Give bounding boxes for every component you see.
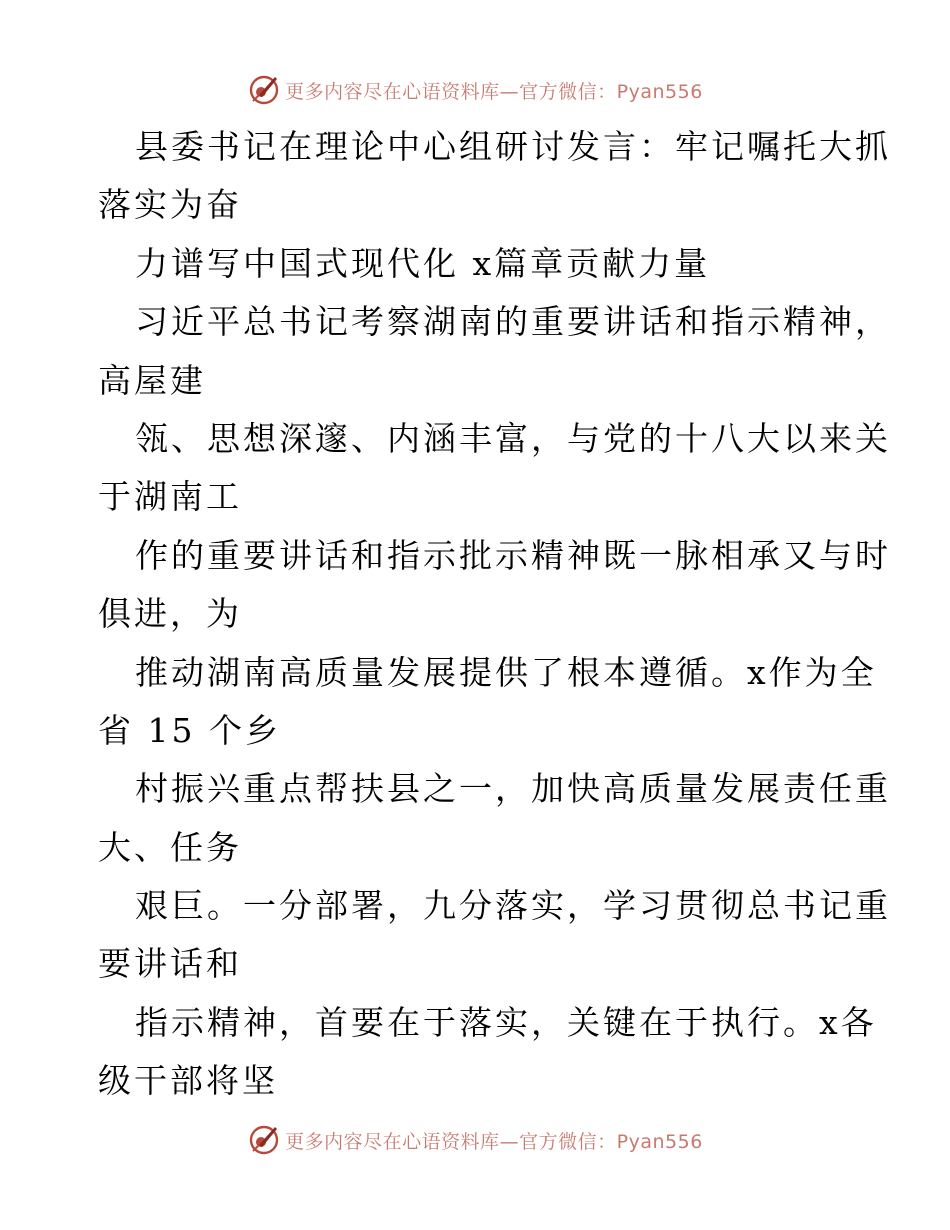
footer-watermark-text: 更多内容尽在心语资料库—官方微信：Pyan556	[285, 1130, 703, 1153]
document-line: 习近平总书记考察湖南的重要讲话和指示精神，	[135, 302, 891, 342]
document-line: 艰巨。一分部署，九分落实，学习贯彻总书记重	[135, 886, 891, 926]
header-watermark-text: 更多内容尽在心语资料库—官方微信：Pyan556	[285, 80, 703, 103]
document-body	[98, 118, 891, 1111]
header-watermark	[0, 70, 950, 110]
document-line: 瓴、思想深邃、内涵丰富，与党的十八大以来关	[135, 418, 891, 458]
document-line: 作的重要讲话和指示批示精神既一脉相承又与时	[135, 535, 891, 575]
document-line: 指示精神，首要在于落实，关键在于执行。x各	[135, 1002, 877, 1042]
document-line: 级干部将坚	[98, 1061, 278, 1101]
document-line: 推动湖南高质量发展提供了根本遵循。x作为全	[135, 652, 877, 692]
quill-logo-icon	[247, 73, 281, 107]
document-line: 村振兴重点帮扶县之一，加快高质量发展责任重	[135, 769, 891, 809]
document-line: 省 15 个乡	[98, 710, 281, 750]
document-line: 高屋建	[98, 360, 206, 400]
document-line: 力谱写中国式现代化 x篇章贡献力量	[135, 243, 711, 283]
document-line: 俱进，为	[98, 594, 242, 634]
footer-watermark	[0, 1120, 950, 1160]
document-line: 落实为奋	[98, 185, 242, 225]
document-line: 大、任务	[98, 827, 242, 867]
document-line: 县委书记在理论中心组研讨发言：牢记嘱托大抓	[135, 127, 891, 166]
quill-logo-icon	[247, 1123, 281, 1157]
document-line: 于湖南工	[98, 477, 242, 517]
document-line: 要讲话和	[98, 944, 242, 984]
